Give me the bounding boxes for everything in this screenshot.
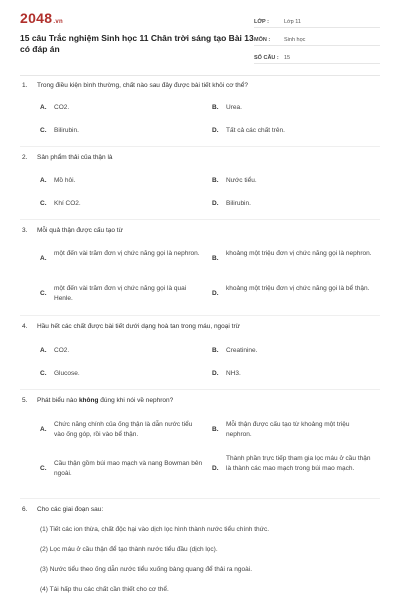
keyword-not: không	[78, 397, 99, 404]
header	[0, 0, 400, 78]
meta-value: 15	[284, 55, 291, 61]
site-logo[interactable]: 2048.vn	[20, 10, 63, 26]
header-divider	[20, 75, 380, 76]
stage-line-4: (4) Tái hấp thu các chất cần thiết cho cơ thể.	[40, 586, 169, 593]
question-divider	[20, 389, 380, 390]
page-title: 15 câu Trắc nghiệm Sinh học 11 Chân trời sáng tạo Bài 13 có đáp án	[20, 33, 254, 54]
meta-label: LỚP :	[254, 19, 269, 25]
meta-row-class	[254, 12, 380, 28]
question-1-text: 1. Trong điều kiện bình thường, chất nào sau đây được bài tiết khỏi cơ thể?	[22, 82, 248, 89]
page: 2048.vn 15 câu Trắc nghiệm Sinh học 11 Chân trời sáng tạo Bài 13 có đáp án LỚP : Lớp 11 MÔN : Sinh học SỐ CÂU : 15 1. Trong điều kiện bình thường, chất nào sau đây được bài tiết khỏi cơ thể? A. CO2. B. Urea. C. Bilirubin. D. Tất cả các chất trên. 2. Sản phẩm thải của thận là A. Mồ hôi. B. Nước tiểu. C. Khí CO2. D. Bilirubin. 3. Mỗi quả thận được cấu tạo từ A. một đến vài trăm đơn vị chức năng gọi là nephron. B. khoảng một triệu đơn vị chức năng gọi là nephron. C. một đến vài trăm đơn vị chức năng gọi là quai Henle. D. khoảng một triệu đơn vị chức năng gọi là bể thận. 4. Hầu hết các chất được bài tiết dưới dạng hoà tan trong máu, ngoại trừ A. CO2. B. Creatinine. C. Glucose. D. NH3. 5. Phát biểu nào không đúng khi nói về nephron? A. Chức năng chính của ống thận là dẫn nước tiểu vào ống góp, rồi vào bể thận. B. Mỗi thận được cấu tạo từ khoảng một triệu nephron. C. Cầu thận gồm búi mao mạch và nang Bowman bên ngoài. D. Thành phần trực tiếp tham gia lọc máu ở cầu thận là thành các mao mạch trong búi mao mạch. 6. Cho các giai đoạn sau: (1) Tiết các ion thừa, chất độc hại vào dịch lọc hình thành nước tiểu chính thức. (2) Lọc máu ở cầu thận để tạo thành nước tiểu đầu (dịch lọc). (3) Nước tiểu theo ống dẫn nước tiểu xuống bàng quang để thải ra ngoài. (4) Tái hấp thu các chất cần thiết cho cơ thể.	[0, 0, 400, 600]
question-divider	[20, 219, 380, 220]
question-2-text: 2. Sản phẩm thải của thận là	[22, 154, 113, 161]
meta-label: SỐ CÂU :	[254, 55, 279, 61]
question-6-text: 6. Cho các giai đoạn sau:	[22, 506, 104, 513]
meta-table	[254, 12, 380, 66]
question-4-text: 4. Hầu hết các chất được bài tiết dưới dạng hoà tan trong máu, ngoại trừ	[22, 323, 240, 330]
stage-line-1: (1) Tiết các ion thừa, chất độc hại vào dịch lọc hình thành nước tiểu chính thức.	[40, 526, 270, 533]
question-divider	[20, 498, 380, 499]
question-5-text: 5. Phát biểu nào không đúng khi nói về nephron?	[22, 397, 174, 404]
stage-line-3: (3) Nước tiểu theo ống dẫn nước tiểu xuống bàng quang để thải ra ngoài.	[40, 566, 253, 573]
meta-row-count	[254, 48, 380, 64]
meta-label: MÔN :	[254, 37, 271, 43]
question-divider	[20, 146, 380, 147]
meta-value: Lớp 11	[284, 19, 301, 25]
question-3-text: 3. Mỗi quả thận được cấu tạo từ	[22, 227, 123, 234]
question-divider	[20, 315, 380, 316]
meta-row-subject	[254, 30, 380, 46]
meta-value: Sinh học	[284, 37, 306, 43]
stage-line-2: (2) Lọc máu ở cầu thận để tạo thành nước tiểu đầu (dịch lọc).	[40, 546, 218, 553]
